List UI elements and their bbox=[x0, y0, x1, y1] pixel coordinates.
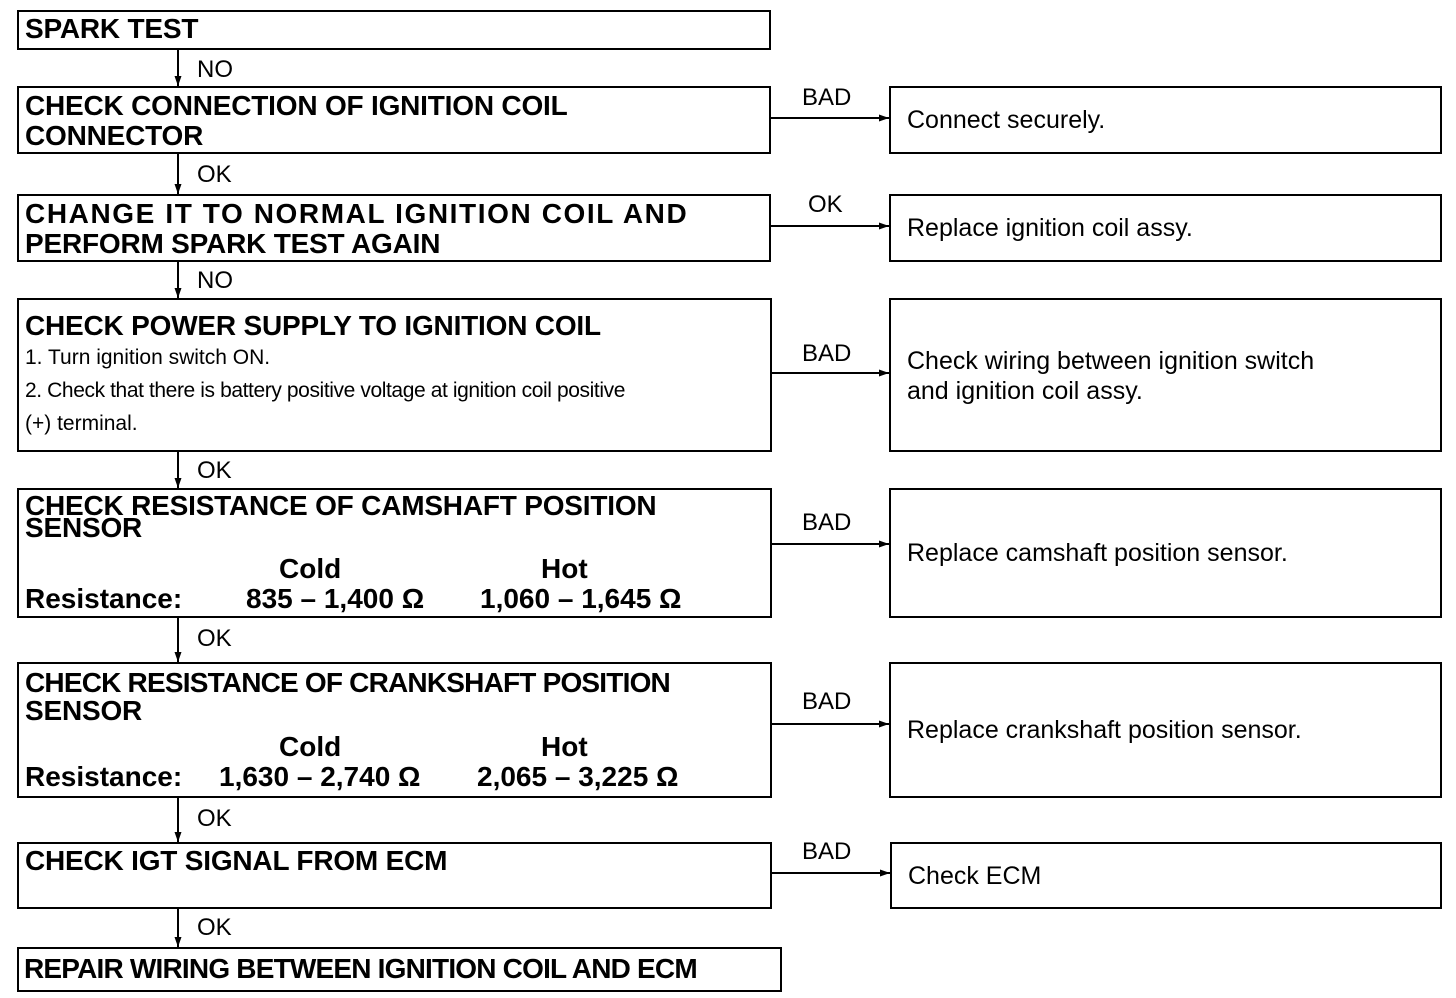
step-title: CHANGE IT TO NORMAL IGNITION COIL AND bbox=[25, 198, 689, 229]
result-replace-camshaft-sensor bbox=[889, 488, 1442, 618]
substep-2-continued: (+) terminal. bbox=[25, 412, 138, 435]
substep-list bbox=[25, 341, 764, 440]
cold-value: 1,630 – 2,740 Ω bbox=[219, 761, 421, 792]
result-text: Check wiring between ignition switch bbox=[907, 347, 1315, 375]
result-replace-ignition-coil bbox=[889, 194, 1442, 262]
step-title-line2: SENSOR bbox=[25, 512, 143, 543]
step-title: CHECK IGT SIGNAL FROM ECM bbox=[25, 845, 448, 876]
down-label-4: OK bbox=[197, 457, 232, 484]
cold-header: Cold bbox=[279, 553, 342, 584]
step-title: CHECK POWER SUPPLY TO IGNITION COIL bbox=[25, 310, 601, 341]
result-text: Replace crankshaft position sensor. bbox=[907, 716, 1302, 744]
step-title: REPAIR WIRING BETWEEN IGNITION COIL AND ECM bbox=[24, 953, 697, 984]
step-camshaft-resistance bbox=[17, 488, 772, 618]
result-text: Check ECM bbox=[908, 861, 1042, 890]
step-title-line2: CONNECTOR bbox=[25, 120, 204, 151]
result-text: Replace camshaft position sensor. bbox=[907, 539, 1288, 567]
branch-label-6: BAD bbox=[802, 838, 852, 865]
result-connect-securely bbox=[889, 86, 1442, 154]
step-check-power-supply bbox=[17, 298, 772, 452]
step-title: CHECK CONNECTION OF IGNITION COIL bbox=[25, 90, 568, 121]
result-check-wiring bbox=[889, 298, 1442, 452]
substep-2: 2. Check that there is battery positive voltage at ignition coil positive bbox=[25, 379, 625, 402]
step-check-connection bbox=[17, 86, 771, 154]
result-text-line2: and ignition coil assy. bbox=[907, 377, 1143, 405]
step-title-line2: PERFORM SPARK TEST AGAIN bbox=[25, 228, 441, 259]
step-crankshaft-resistance bbox=[17, 662, 772, 798]
down-label-7: OK bbox=[197, 914, 232, 941]
hot-header: Hot bbox=[541, 731, 588, 762]
step-title: CHECK RESISTANCE OF CRANKSHAFT POSITION bbox=[25, 667, 670, 698]
step-spark-test bbox=[17, 10, 771, 50]
down-label-3: NO bbox=[197, 267, 233, 294]
step-title-line2: SENSOR bbox=[25, 695, 143, 726]
branch-label-1: BAD bbox=[802, 84, 852, 111]
cold-header: Cold bbox=[279, 731, 342, 762]
branch-label-5: BAD bbox=[802, 688, 852, 715]
result-text: Connect securely. bbox=[907, 106, 1106, 134]
down-label-2: OK bbox=[197, 161, 232, 188]
down-label-6: OK bbox=[197, 805, 232, 832]
substep-1: 1. Turn ignition switch ON. bbox=[25, 346, 271, 369]
branch-label-3: BAD bbox=[802, 340, 852, 367]
down-label-5: OK bbox=[197, 625, 232, 652]
cold-value: 835 – 1,400 Ω bbox=[246, 583, 425, 614]
step-title: CHECK RESISTANCE OF CAMSHAFT POSITION bbox=[25, 490, 657, 521]
step-title: SPARK TEST bbox=[25, 13, 199, 44]
step-change-ignition-coil bbox=[17, 194, 771, 262]
step-repair-wiring bbox=[17, 947, 782, 992]
result-check-ecm bbox=[890, 842, 1442, 909]
hot-header: Hot bbox=[541, 553, 588, 584]
down-label-1: NO bbox=[197, 56, 233, 83]
hot-value: 1,060 – 1,645 Ω bbox=[480, 583, 682, 614]
branch-label-2: OK bbox=[808, 191, 843, 218]
result-replace-crankshaft-sensor bbox=[889, 662, 1442, 798]
result-text-block bbox=[907, 346, 1314, 406]
result-text: Replace ignition coil assy. bbox=[907, 214, 1193, 242]
resistance-label: Resistance: bbox=[25, 761, 183, 792]
resistance-label: Resistance: bbox=[25, 583, 183, 614]
branch-label-4: BAD bbox=[802, 509, 852, 536]
hot-value: 2,065 – 3,225 Ω bbox=[477, 761, 679, 792]
step-check-igt-signal bbox=[17, 842, 772, 909]
